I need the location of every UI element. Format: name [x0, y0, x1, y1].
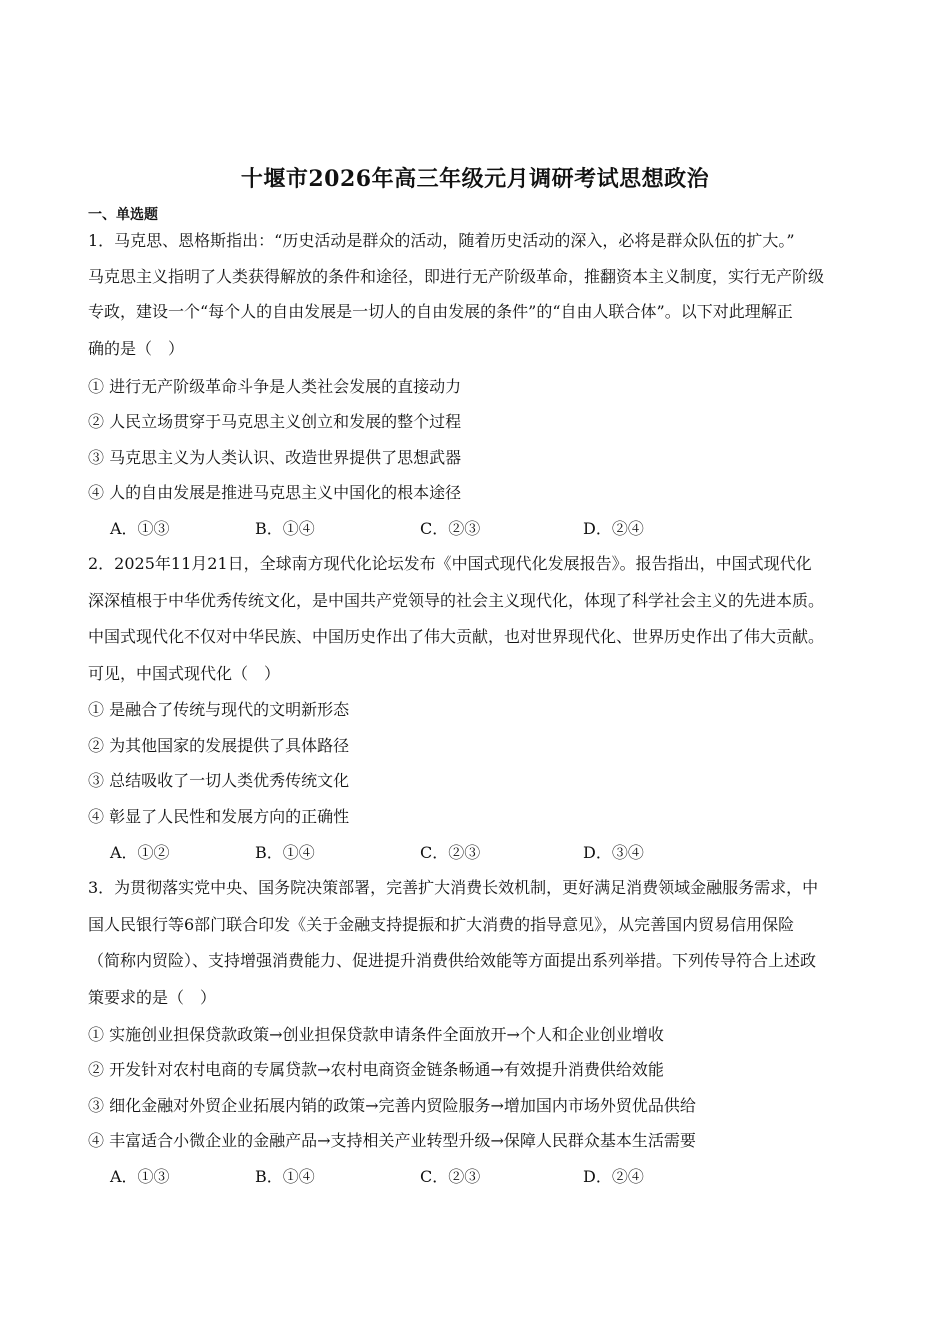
statement-item: ④ 人的自由发展是推进马克思主义中国化的根本途径: [88, 483, 462, 502]
option-d[interactable]: D．③④: [583, 843, 644, 862]
option-a[interactable]: A．①②: [110, 843, 170, 862]
statement-item: ① 进行无产阶级革命斗争是人类社会发展的直接动力: [88, 377, 462, 396]
question-stem-line: 可见，中国式现代化（ ）: [88, 664, 281, 683]
option-b[interactable]: B．①④: [255, 519, 315, 538]
statement-item: ③ 细化金融对外贸企业拓展内销的政策→完善内贸险服务→增加国内市场外贸优品供给: [88, 1096, 696, 1115]
question-stem-line: （简称内贸险）、支持增强消费能力、促进提升消费供给效能等方面提出系列举措。下列传导符合上述政: [88, 951, 817, 970]
answer-options: [110, 840, 810, 864]
question-stem-line: 策要求的是（ ）: [88, 988, 217, 1007]
option-d[interactable]: D．②④: [583, 1167, 644, 1186]
option-b[interactable]: B．①④: [255, 1167, 315, 1186]
question-stem-line: 马克思主义指明了人类获得解放的条件和途径，即进行无产阶级革命，推翻资本主义制度，实行无产阶级: [88, 267, 825, 286]
question-stem-line: 2．2025年11月21日，全球南方现代化论坛发布《中国式现代化发展报告》。报告指出，中国式现代化: [88, 554, 812, 573]
option-c[interactable]: C．②③: [420, 843, 481, 862]
question-stem-line: 国人民银行等6部门联合印发《关于金融支持提振和扩大消费的指导意见》，从完善国内贸易信用保险: [88, 915, 795, 934]
answer-options: [110, 1164, 810, 1188]
option-c[interactable]: C．②③: [420, 1167, 481, 1186]
question-stem-line: 确的是（ ）: [88, 339, 185, 358]
option-d[interactable]: D．②④: [583, 519, 644, 538]
statement-item: ② 开发针对农村电商的专属贷款→农村电商资金链条畅通→有效提升消费供给效能: [88, 1060, 664, 1079]
question-stem-line: 1．马克思、恩格斯指出：“历史活动是群众的活动，随着历史活动的深入，必将是群众队伍的扩大。”: [88, 231, 795, 250]
statement-item: ④ 丰富适合小微企业的金融产品→支持相关产业转型升级→保障人民群众基本生活需要: [88, 1131, 696, 1150]
question-stem-line: 中国式现代化不仅对中华民族、中国历史作出了伟大贡献，也对世界现代化、世界历史作出了伟大贡献。: [88, 627, 825, 646]
statement-item: ① 是融合了传统与现代的文明新形态: [88, 700, 350, 719]
option-b[interactable]: B．①④: [255, 843, 315, 862]
statement-item: ③ 总结吸收了一切人类优秀传统文化: [88, 771, 350, 790]
option-a[interactable]: A．①③: [110, 1167, 170, 1186]
statement-item: ④ 彰显了人民性和发展方向的正确性: [88, 807, 350, 826]
option-a[interactable]: A．①③: [110, 519, 170, 538]
page-title: 十堰市2026年高三年级元月调研考试思想政治: [240, 166, 710, 192]
option-c[interactable]: C．②③: [420, 519, 481, 538]
question-stem-line: 3．为贯彻落实党中央、国务院决策部署，完善扩大消费长效机制，更好满足消费领域金融服务需求，中: [88, 878, 819, 897]
answer-options: [110, 516, 810, 540]
statement-item: ① 实施创业担保贷款政策→创业担保贷款申请条件全面放开→个人和企业创业增收: [88, 1025, 664, 1044]
question-stem-line: 专政，建设一个“每个人的自由发展是一切人的自由发展的条件”的“自由人联合体”。以下对此理解正: [88, 302, 793, 321]
statement-item: ② 人民立场贯穿于马克思主义创立和发展的整个过程: [88, 412, 462, 431]
section-heading: 一、单选题: [88, 207, 158, 223]
statement-item: ② 为其他国家的发展提供了具体路径: [88, 736, 350, 755]
statement-item: ③ 马克思主义为人类认识、改造世界提供了思想武器: [88, 448, 462, 467]
question-stem-line: 深深植根于中华优秀传统文化，是中国共产党领导的社会主义现代化，体现了科学社会主义的先进本质。: [88, 591, 825, 610]
